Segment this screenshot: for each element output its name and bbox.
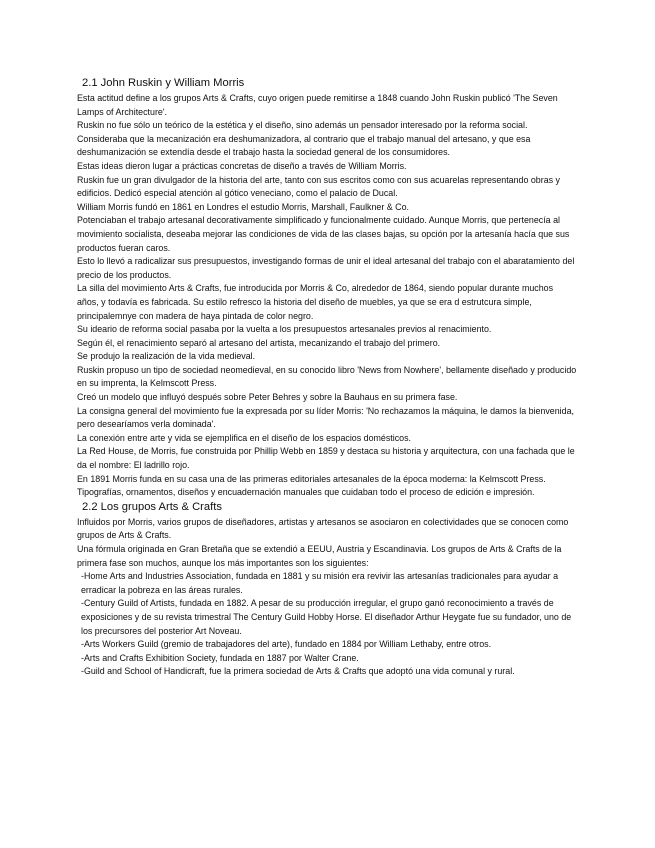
paragraph: Potenciaban el trabajo artesanal decorativamente simplificado y funcionalmente cuidado. Aunque Morris, que pertenecía al movimiento socialista, deseaba mejorar las condiciones de vida de las clases bajas, su opción por la artesanía hacía que sus productos fueran caros. xyxy=(77,215,570,253)
paragraph: Esta actitud define a los grupos Arts & Crafts, cuyo origen puede remitirse a 1848 cuando John Ruskin publicó 'The Seven Lamps of Architecture'. xyxy=(77,93,558,117)
list-item: -Century Guild of Artists, fundada en 1882. A pesar de su producción irregular, el grupo ganó reconocimiento a través de exposiciones y de su revista trimestral The Century Guild Hobby Horse. El diseñador Arthur Heygate fue su fundador, uno de los precursores del posterior Art Noveau. xyxy=(81,598,572,636)
paragraph: Estas ideas dieron lugar a prácticas concretas de diseño a través de William Morris. xyxy=(77,160,407,171)
paragraph: William Morris fundó en 1861 en Londres el estudio Morris, Marshall, Faulkner & Co. xyxy=(77,201,409,212)
paragraph: La Red House, de Morris, fue construida por Phillip Webb en 1859 y destaca su historia y arquitectura, con una fachada que le da el nombre: El ladrillo rojo. xyxy=(77,446,575,471)
section-heading-ruskin-morris: 2.1 John Ruskin y William Morris xyxy=(82,77,245,89)
paragraph: Creó un modelo que influyó después sobre Peter Behres y sobre la Bauhaus en su primera fase. xyxy=(77,392,458,403)
paragraph: Ruskin fue un gran divulgador de la historia del arte, tanto con sus escritos como con sus acuarelas representando obras y edificios. Dedicó especial atención al gótico veneciano, como el palacio de Ducal. xyxy=(77,174,560,199)
paragraph: La conexión entre arte y vida se ejemplifica en el diseño de los espacios domésticos. xyxy=(77,432,411,443)
list-item: -Home Arts and Industries Association, fundada en 1881 y su misión era revivir las artesanías tradicionales para ayudar a erradicar la pobreza en las áreas rurales. xyxy=(81,571,559,595)
paragraph: Esto lo llevó a radicalizar sus presupuestos, investigando formas de unir el ideal artesanal del trabajo con el abaratamiento del precio de los productos. xyxy=(77,256,575,280)
paragraph: La consigna general del movimiento fue la expresada por su líder Morris: 'No rechazamos la máquina, le damos la bienvenida, pero desearíamos verla dominada'. xyxy=(77,405,574,430)
section-heading-arts-crafts-groups: 2.2 Los grupos Arts & Crafts xyxy=(82,500,222,513)
paragraph: Tipografías, ornamentos, diseños y encuadernación manuales que cuidaban todo el proceso de edición e impresión. xyxy=(77,487,535,498)
paragraph: Según él, el renacimiento separó al artesano del artista, mecanizando el trabajo del primero. xyxy=(77,337,441,348)
document-body xyxy=(77,76,577,679)
paragraph: Ruskin propuso un tipo de sociedad neomedieval, en su conocido libro 'News from Nowhere', bellamente diseñado y producido en su imprenta, la Kelmscott Press. xyxy=(77,364,577,389)
paragraph: Se produjo la realización de la vida medieval. xyxy=(77,351,256,362)
paragraph: La silla del movimiento Arts & Crafts, fue introducida por Morris & Co, alrededor de 1864, siendo popular durante muchos años, y todavía es fabricada. Su estilo refresco la historia del diseño de muebles, ya que se era d estrutcura simple, principalemnye con madera de haya pintada de color negro. xyxy=(77,283,554,321)
list-item: -Arts and Crafts Exhibition Society, fundada en 1887 por Walter Crane. xyxy=(81,652,359,663)
paragraph: Consideraba que la mecanización era deshumanizadora, al contrario que el trabajo manual del artesano, y que esa deshumanización se extendía desde el trabajo hasta la sociedad general de los consumidores. xyxy=(77,133,531,158)
list-item: -Guild and School of Handicraft, fue la primera sociedad de Arts & Crafts que adoptó una vida comunal y rural. xyxy=(81,666,515,677)
paragraph: En 1891 Morris funda en su casa una de las primeras editoriales artesanales de la época moderna: la Kelmscott Press. xyxy=(77,473,546,484)
paragraph: Influidos por Morris, varios grupos de diseñadores, artistas y artesanos se asociaron en colectividades que se conocen como grupos de Arts & Crafts. xyxy=(77,516,569,541)
paragraph: Su ideario de reforma social pasaba por la vuelta a los presupuestos artesanales previos al renacimiento. xyxy=(77,324,492,335)
paragraph: Ruskin no fue sólo un teórico de la estética y el diseño, sino además un pensador interesado por la reforma social. xyxy=(77,120,528,131)
paragraph: Una fórmula originada en Gran Bretaña que se extendió a EEUU, Austria y Escandinavia. Los grupos de Arts & Crafts de la primera fase son muchos, aunque los más importantes son los siguientes: xyxy=(77,544,562,568)
list-item: -Arts Workers Guild (gremio de trabajadores del arte), fundado en 1884 por William Lethaby, entre otros. xyxy=(81,639,492,650)
